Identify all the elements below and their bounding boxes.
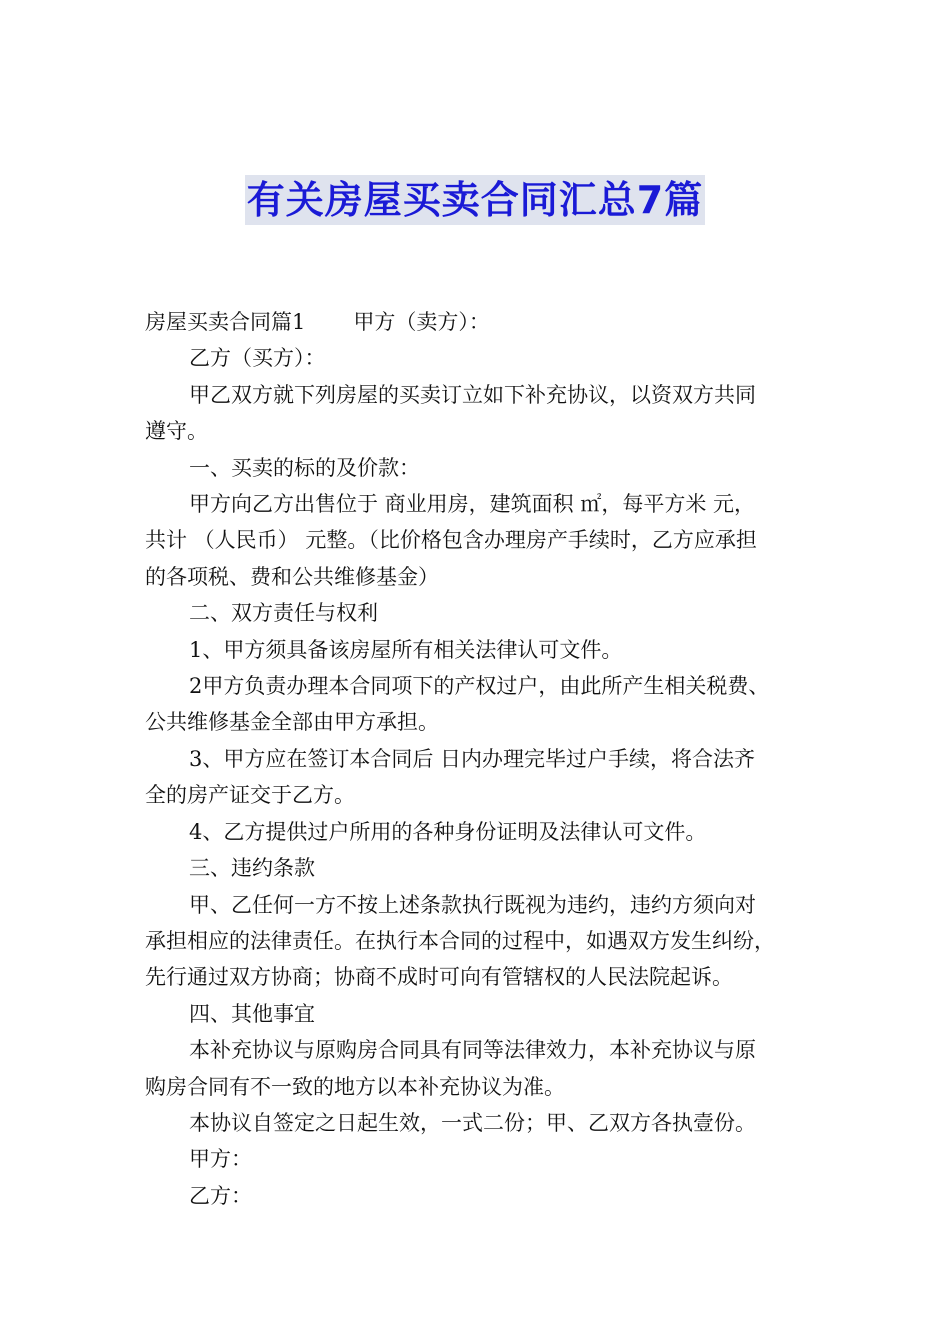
document-title: 有关房屋买卖合同汇总7篇 [245, 175, 705, 225]
party-a-signature-label: 甲方： [189, 1147, 252, 1172]
paragraph-line: 2甲方负责办理本合同项下的产权过户，由此所产生相关税费、 [189, 674, 770, 699]
paragraph-line: 承担相应的法律责任。在执行本合同的过程中，如遇双方发生纠纷， [145, 928, 775, 953]
paragraph-line: 共计 （人民币） 元整。（比价格包含办理房产手续时，乙方应承担 [145, 528, 757, 553]
document-body [145, 304, 817, 1214]
paragraph-line: 甲乙双方就下列房屋的买卖订立如下补充协议，以资双方共同 [189, 382, 756, 407]
paragraph-line: 乙方（买方）： [189, 346, 326, 371]
section-heading: 一、买卖的标的及价款： [189, 455, 420, 480]
paragraph-line: 的各项税、费和公共维修基金） [145, 564, 439, 589]
paragraph-line: 遵守。 [145, 419, 208, 444]
section-heading: 四、其他事宜 [189, 1001, 315, 1026]
paragraph-line: 甲方向乙方出售位于 商业用房，建筑面积 ㎡，每平方米 元， [189, 492, 756, 517]
paragraph-line: 本协议自签定之日起生效，一式二份；甲、乙双方各执壹份。 [189, 1110, 756, 1135]
paragraph-line: 甲、乙任何一方不按上述条款执行既视为违约，违约方须向对 [189, 892, 756, 917]
paragraph-line: 购房合同有不一致的地方以本补充协议为准。 [145, 1074, 565, 1099]
paragraph-line: 全的房产证交于乙方。 [145, 783, 355, 808]
paragraph-line: 公共维修基金全部由甲方承担。 [145, 710, 439, 735]
section-heading: 三、违约条款 [189, 856, 315, 881]
party-a-seller-label: 甲方（卖方）： [353, 310, 490, 334]
paragraph-line: 3、甲方应在签订本合同后 日内办理完毕过户手续，将合法齐 [189, 746, 756, 771]
paragraph-line: 本补充协议与原购房合同具有同等法律效力，本补充协议与原 [189, 1038, 756, 1063]
paragraph-line: 4、乙方提供过户所用的各种身份证明及法律认可文件。 [189, 819, 707, 844]
title-container [0, 175, 950, 225]
paragraph-line: 1、甲方须具备该房屋所有相关法律认可文件。 [189, 637, 623, 662]
contract-section-label: 房屋买卖合同篇1 [145, 310, 306, 334]
contract-heading-line [145, 304, 817, 340]
paragraph-line: 先行通过双方协商；协商不成时可向有管辖权的人民法院起诉。 [145, 965, 733, 990]
section-heading: 二、双方责任与权利 [189, 601, 378, 626]
party-b-signature-label: 乙方： [189, 1183, 252, 1208]
